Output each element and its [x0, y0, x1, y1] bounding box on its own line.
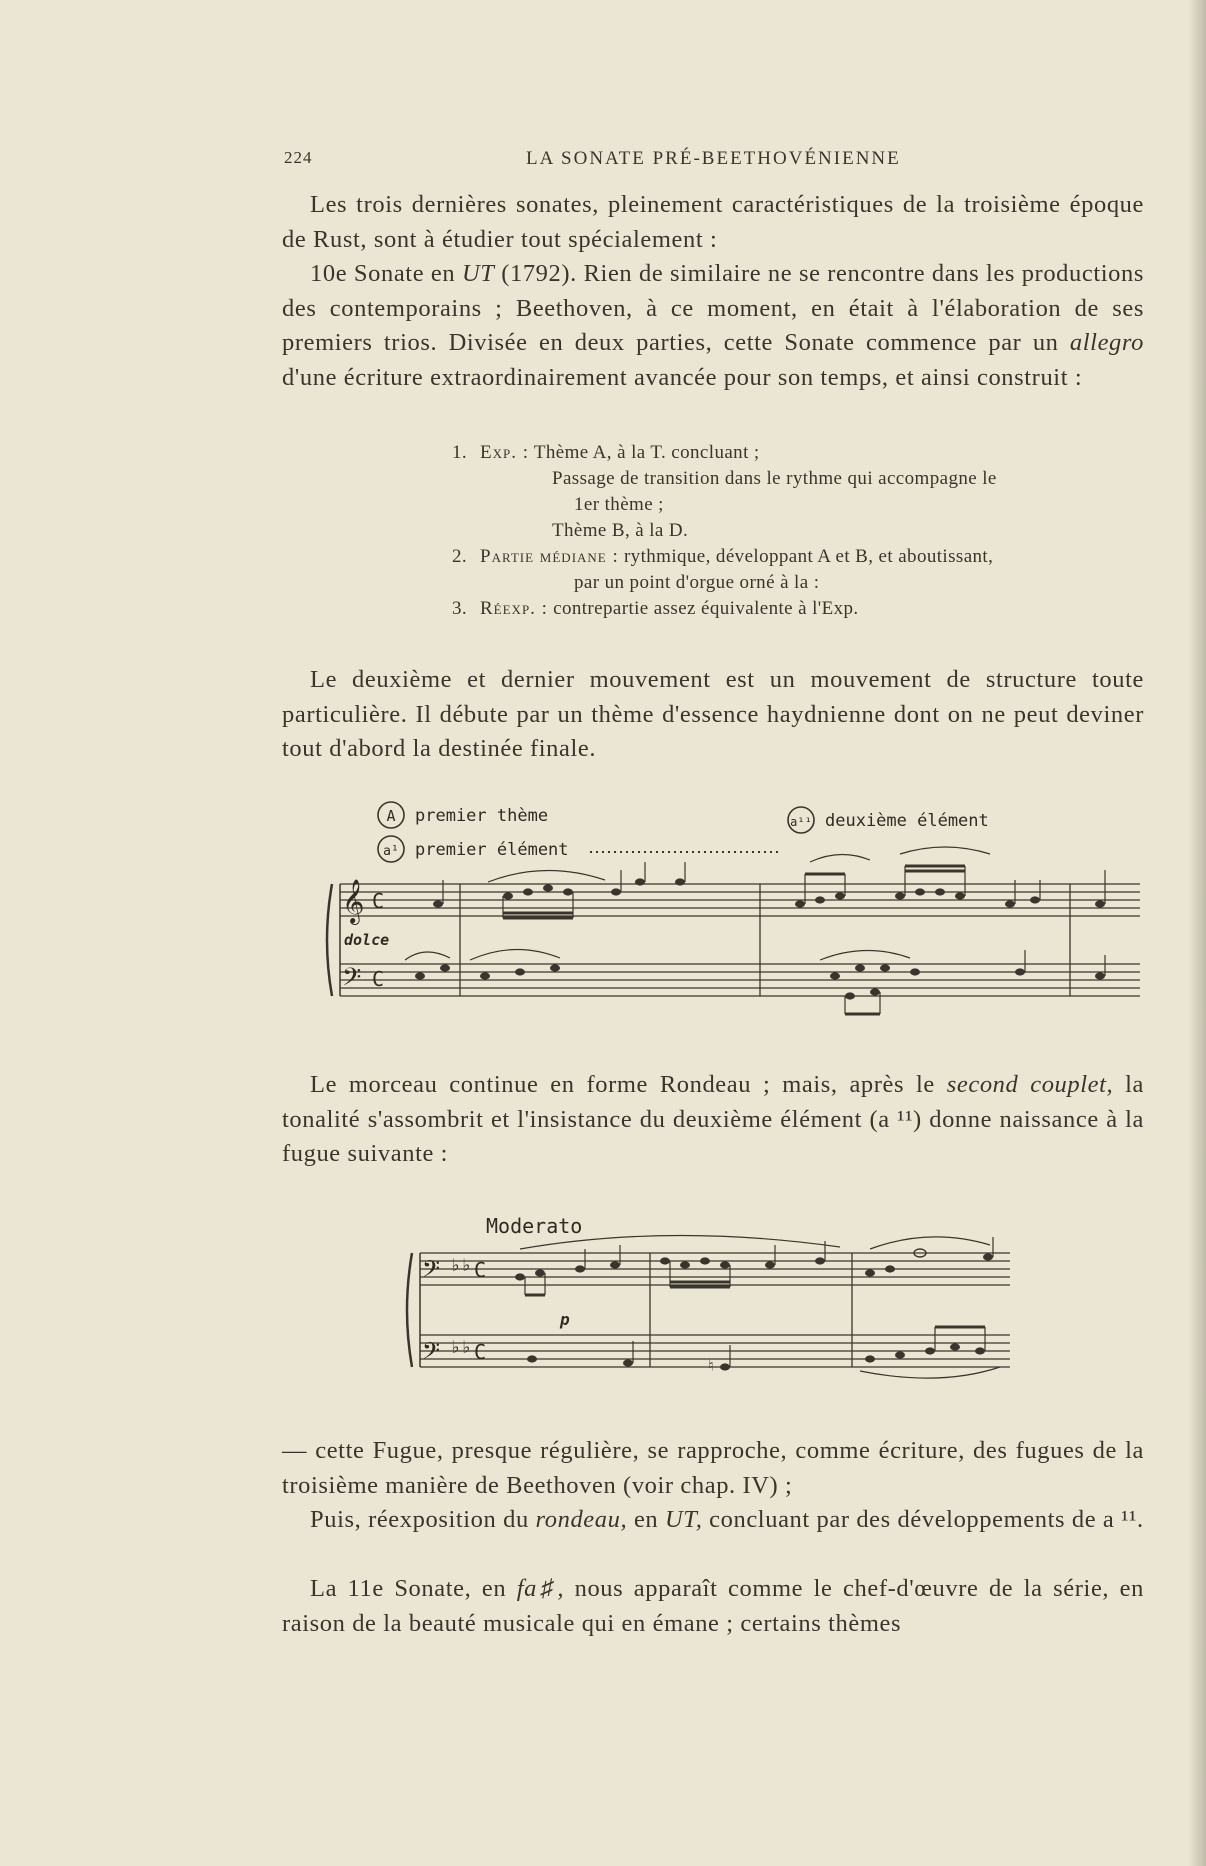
music-example-fugue: [400, 1205, 1020, 1390]
bass-clef-icon: 𝄢: [422, 1255, 441, 1288]
outline-item-3: 3. Réexp. : contrepartie assez équivalente à l'Exp.: [452, 598, 859, 619]
key-signature-flats: ♭♭: [450, 1255, 472, 1276]
fugue-upper-notes: [515, 1235, 993, 1295]
paragraph-intro: Les trois dernières sonates, pleinement caractéristiques de la troisième époque de Rust, sont à étudier tout spécialement :: [282, 191, 1144, 253]
svg-text:a¹¹: a¹¹: [790, 815, 812, 829]
outline-item-1: 1. Exp. : Thème A, à la T. concluant ;: [452, 442, 760, 463]
paragraph-second-movement: Le deuxième et dernier mouvement est un mouvement de structure toute particulière. Il débute par un thème d'essence haydnienne dont on ne peut deviner tout d'abord la destinée finale.: [282, 666, 1144, 762]
svg-text:a¹: a¹: [383, 844, 399, 859]
paragraph-eleventh-sonata: La 11e Sonate, en fa♯, nous apparaît comme le chef-d'œuvre de la série, en raison de la beauté musicale qui en émane ; certains thèmes: [282, 1575, 1144, 1637]
system-brace: [327, 884, 332, 996]
paragraph-reexposition: Puis, réexposition du rondeau, en UT, concluant par des développements de a ¹¹.: [310, 1506, 1144, 1533]
paragraph-fugue: — cette Fugue, presque régulière, se rapproche, comme écriture, des fugues de la troisième manière de Beethoven (voir chap. IV) ;: [282, 1437, 1144, 1499]
system-brace: [407, 1253, 412, 1367]
page-edge-shadow: [1188, 0, 1206, 1866]
bass-clef-icon: 𝄢: [342, 963, 362, 998]
form-outline: 1. Exp. : Thème A, à la T. concluant ; Passage de transition dans le rythme qui accompagne le 1er thème ; Thème B, à la D. 2. Partie médiane : rythmique, développant A et B, et aboutissant, par un point d'orgue orné à la : 3. Réexp. : contrepartie assez équivalente à l'Exp.: [452, 440, 1152, 622]
svg-text:A: A: [386, 807, 396, 825]
natural-sign-icon: ♮: [706, 1356, 716, 1375]
paragraph-rondeau: Le morceau continue en forme Rondeau ; mais, après le second couplet, la tonalité s'assombrit et l'insistance du deuxième élément (a ¹¹) donne naissance à la fugue suivante :: [282, 1071, 1144, 1167]
bass-clef-icon: 𝄢: [422, 1337, 441, 1370]
svg-text:p: p: [560, 1310, 570, 1329]
music-example-rondeau: [320, 800, 1150, 1030]
treble-clef-icon: 𝄞: [342, 879, 365, 923]
bass-notes: [405, 949, 1105, 1014]
outline-item-2: 2. Partie médiane : rythmique, développant A et B, et aboutissant,: [452, 546, 994, 567]
time-signature-treble: C: [372, 889, 385, 913]
time-signature-bass: C: [372, 967, 385, 991]
time-signature: C: [474, 1340, 487, 1364]
svg-text:Moderato: Moderato: [486, 1214, 583, 1238]
svg-text:premier élément: premier élément: [415, 840, 569, 860]
svg-text:premier thème: premier thème: [415, 806, 549, 826]
time-signature: C: [474, 1258, 487, 1282]
svg-text:dolce: dolce: [344, 931, 390, 949]
running-title: LA SONATE PRÉ-BEETHOVÉNIENNE: [526, 148, 901, 169]
fugue-upper-staff: [420, 1253, 1010, 1285]
paragraph-tenth-sonata: 10e Sonate en UT (1792). Rien de similaire ne se rencontre dans les productions des contemporains ; Beethoven, à ce moment, en était à l'élaboration de ses premiers trios. Divisée en deux parties, cette Sonate commence par un allegro d'une écriture extraordinairement avancée pour son temps, et ainsi construit :: [282, 260, 1144, 391]
key-signature-flats: ♭♭: [450, 1337, 472, 1358]
page-header: [284, 148, 1146, 172]
page-number: 224: [284, 148, 313, 167]
svg-text:deuxième élément: deuxième élément: [825, 811, 989, 831]
